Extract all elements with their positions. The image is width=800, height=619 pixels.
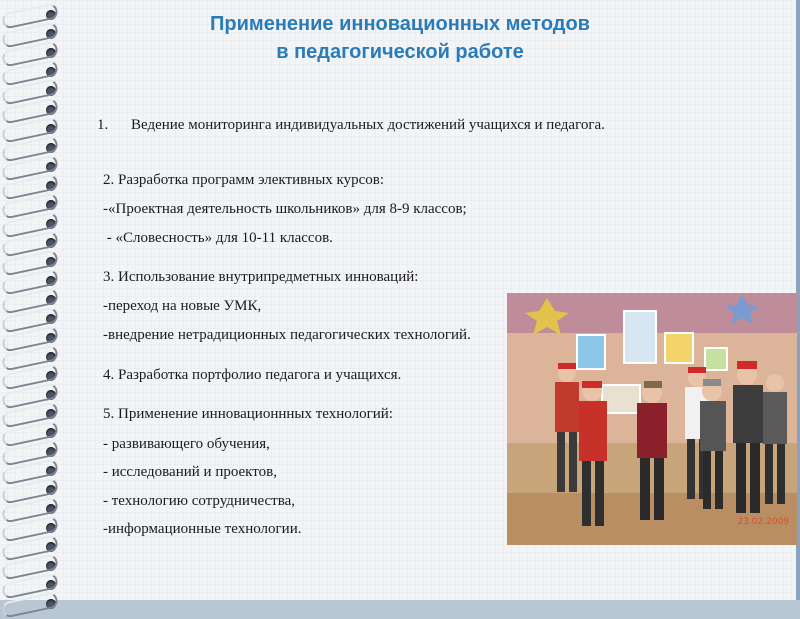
photo-illustration [507,293,797,545]
poster [602,385,640,413]
slide-title [130,10,670,66]
item4-text: 4. Разработка портфолио педагога и учащихся. [103,367,402,383]
spiral-ring [2,158,62,176]
classroom-photo [507,293,797,545]
spiral-ring [2,462,62,480]
poster [705,348,727,370]
spiral-ring [2,348,62,366]
poster [624,311,656,363]
spiral-ring [2,595,62,613]
item2-line1: -«Проектная деятельность школьников» для 8-9 классов; [103,201,467,217]
spiral-ring [2,177,62,195]
spiral-ring [2,329,62,347]
spiral-ring [2,82,62,100]
spiral-ring [2,291,62,309]
spiral-ring [2,120,62,138]
item5-line1: - развивающего обучения, [103,436,270,452]
spiral-ring [2,310,62,328]
ring-wire [1,591,59,618]
item2-line2: - «Словесность» для 10-11 классов. [103,230,333,246]
item2-heading: 2. Разработка программ элективных курсов: [103,172,385,188]
item3-line1: -переход на новые УМК, [103,298,262,314]
item3-line2: -внедрение нетрадиционных педагогических технологий. [103,327,471,343]
title-line-1: Применение инновационных методов [210,13,590,35]
spiral-ring [2,576,62,594]
item5-heading: 5. Применение инновационнных технологий: [103,406,393,422]
item5-line3: - технологию сотрудничества, [103,493,296,509]
poster [665,333,693,363]
poster [577,335,605,369]
spiral-ring [2,272,62,290]
title-line-2: в педагогической работе [276,41,524,63]
item1-text: Ведение мониторинга индивидуальных достижений учащихся и педагога. [131,117,605,133]
spiral-ring [2,443,62,461]
photo-date-stamp: 23.02.2009 [737,517,789,527]
spiral-ring [2,481,62,499]
spiral-ring [2,6,62,24]
spiral-ring [2,519,62,537]
item1-number: 1. [97,117,109,133]
spiral-ring [2,367,62,385]
spiral-binding [0,0,68,600]
item5-line4: -информационные технологии. [103,521,302,537]
spiral-ring [2,234,62,252]
spiral-ring [2,25,62,43]
spiral-ring [2,215,62,233]
spiral-ring [2,424,62,442]
spiral-ring [2,386,62,404]
spiral-ring [2,538,62,556]
spiral-ring [2,500,62,518]
item3-heading: 3. Использование внутрипредметных инноваций: [103,269,419,285]
spiral-ring [2,101,62,119]
spiral-ring [2,557,62,575]
spiral-ring [2,405,62,423]
item5-line2: - исследований и проектов, [103,464,277,480]
spiral-ring [2,196,62,214]
spiral-ring [2,63,62,81]
spiral-ring [2,139,62,157]
spiral-ring [2,44,62,62]
spiral-ring [2,253,62,271]
